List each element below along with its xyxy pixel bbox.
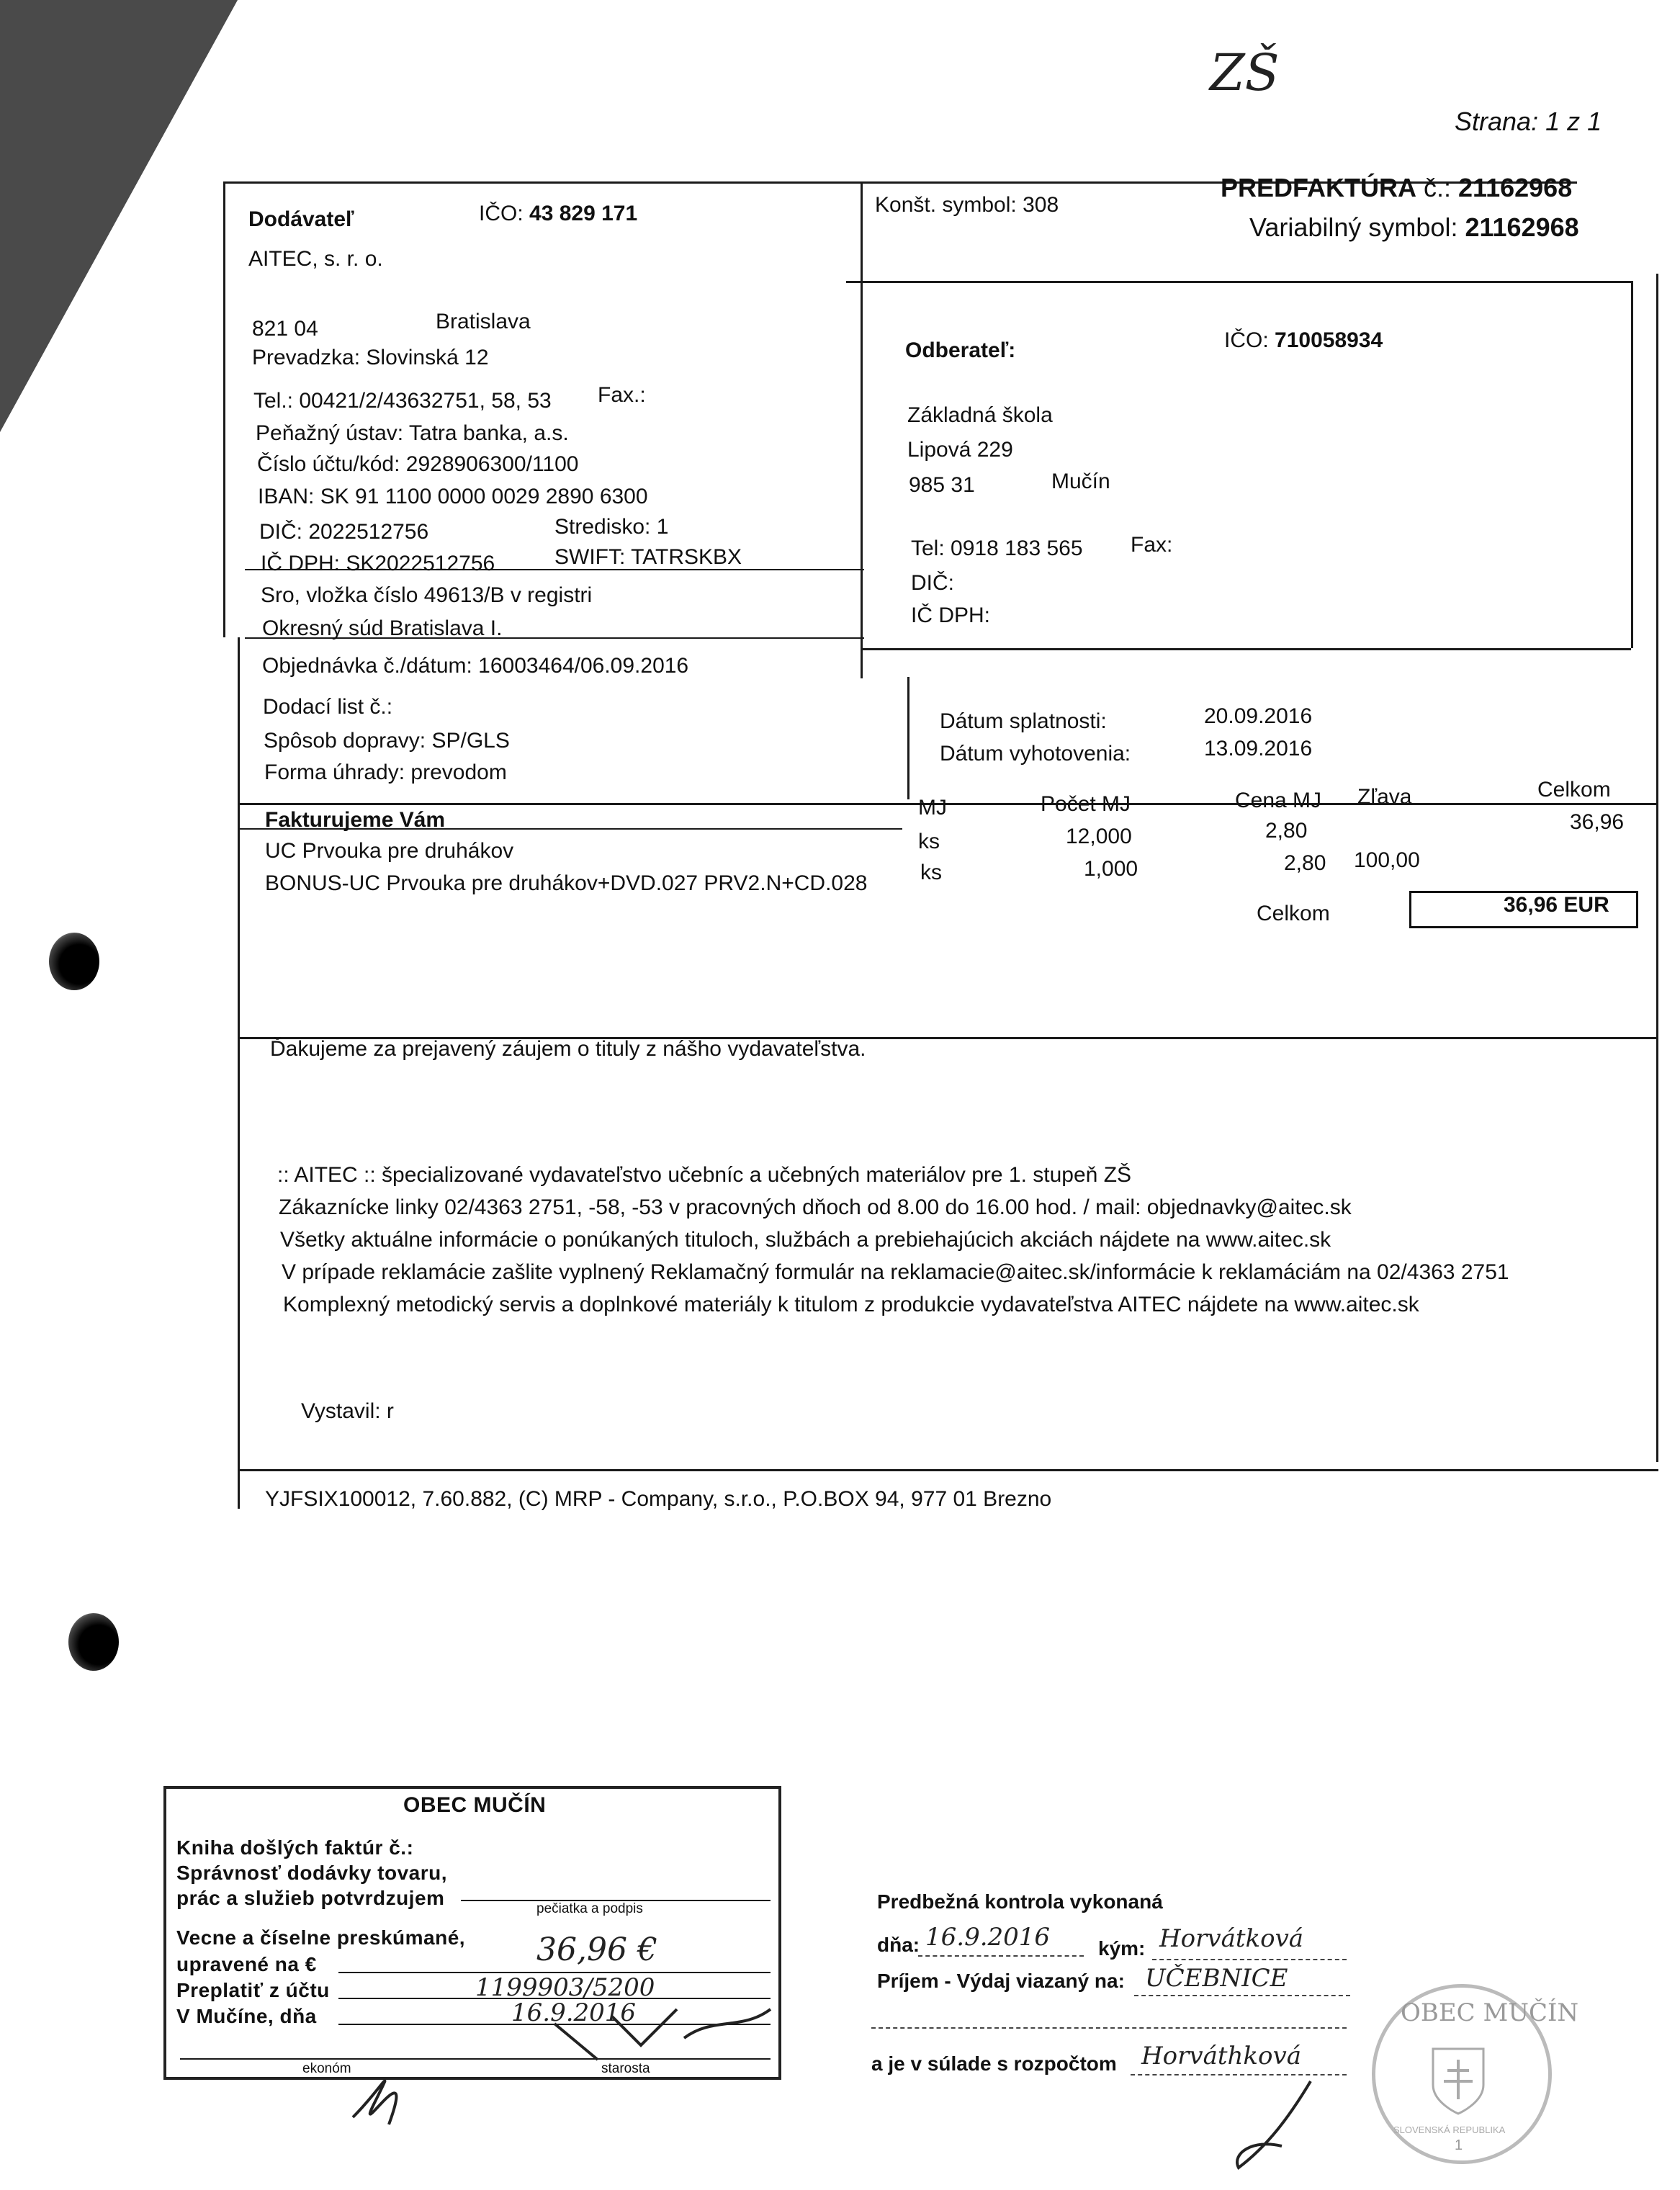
stamp-starosta: starosta <box>601 2061 650 2076</box>
seal-number: 1 <box>1455 2137 1463 2153</box>
customer-ico-value: 710058934 <box>1275 328 1383 352</box>
customer-fax: Fax: <box>1131 533 1173 557</box>
order-uhrada: Forma úhrady: prevodom <box>264 760 507 784</box>
supplier-swift: SWIFT: TATRSKBX <box>554 545 742 569</box>
order-objednavka: Objednávka č./dátum: 16003464/06.09.2016 <box>262 654 689 678</box>
control-signature-svg <box>1224 2074 1339 2182</box>
customer-street: Lipová 229 <box>907 438 1013 462</box>
control-viazany-line <box>1134 1995 1350 1996</box>
seal-text: OBEC MUČÍN <box>1401 1998 1579 2027</box>
supplier-account: Číslo účtu/kód: 2928906300/1100 <box>257 452 579 476</box>
due-date: 20.09.2016 <box>1204 704 1313 728</box>
seal-coat-of-arms-icon <box>1429 2045 1487 2117</box>
predfaktura-label: PREDFAKTÚRA <box>1221 173 1417 202</box>
supplier-zip: 821 04 <box>252 317 318 341</box>
stamp-line-5: upravené na € <box>176 1953 317 1975</box>
thanks-text: Ďakujeme za prejavený záujem o tituly z nášho vydavateľstva. <box>270 1037 866 1061</box>
control-prijem: Príjem - Výdaj viazaný na: <box>877 1970 1125 1992</box>
control-kym-line <box>1152 1959 1347 1960</box>
handwritten-zs: ZŠ <box>1210 43 1280 102</box>
punch-hole-bottom <box>68 1613 119 1671</box>
customer-zip: 985 31 <box>909 473 975 497</box>
supplier-ico <box>479 202 637 226</box>
customer-name: Základná škola <box>907 403 1053 427</box>
customer-box-right <box>1631 281 1633 648</box>
control-hw-kym: Horvátková <box>1159 1924 1304 1953</box>
variable-symbol <box>1249 212 1579 243</box>
total-value: 36,96 EUR <box>1504 893 1609 917</box>
col-cena: Cena MJ <box>1235 789 1322 812</box>
control-hw-rozpocet: Horváthková <box>1141 2042 1301 2070</box>
item-2-cena: 2,80 <box>1284 851 1326 875</box>
control-signature <box>1237 2081 1311 2168</box>
item-2-name: BONUS-UC Prvouka pre druhákov+DVD.027 PRV2.N+CD.028 <box>265 871 868 895</box>
page-number: Strana: 1 z 1 <box>1455 107 1602 136</box>
customer-box-top <box>846 281 1631 283</box>
control-kym: kým: <box>1098 1937 1146 1960</box>
dates-divider <box>907 677 909 799</box>
col-mj: MJ <box>918 796 947 820</box>
punch-hole-top <box>49 933 99 990</box>
stamp-line-7: V Mučíne, dňa <box>176 2005 317 2027</box>
supplier-iban: IBAN: SK 91 1100 0000 0029 2890 6300 <box>258 485 648 508</box>
item-2-zlava: 100,00 <box>1354 848 1420 872</box>
info-line-2: Zákaznícke linky 02/4363 2751, -58, -53 v pracovných dňoch od 8.00 do 16.00 hod. / mail: objednavky@aitec.sk <box>279 1195 1352 1219</box>
vs-number: 21162968 <box>1465 212 1579 242</box>
frame-right <box>1656 274 1658 1462</box>
supplier-ico-label: IČO: <box>479 202 524 225</box>
vs-label: Variabilný symbol: <box>1249 212 1465 242</box>
item-1-mj: ks <box>918 830 940 853</box>
stamp-ekonom: ekonóm <box>302 2061 351 2076</box>
predfaktura-number: 21162968 <box>1458 173 1573 202</box>
frame-left-lower <box>238 637 240 1509</box>
customer-icdph: IČ DPH: <box>911 603 991 627</box>
supplier-label: Dodávateľ <box>248 207 354 231</box>
supplier-reg2: Okresný súd Bratislava I. <box>262 616 503 640</box>
items-title: Fakturujeme Vám <box>265 808 446 832</box>
control-empty-line <box>871 2027 1347 2029</box>
control-dna: dňa: <box>877 1934 920 1956</box>
frame-left-upper <box>223 181 225 637</box>
item-2-mj: ks <box>920 861 942 884</box>
supplier-fax: Fax.: <box>598 383 646 407</box>
supplier-city: Bratislava <box>436 310 531 333</box>
vystavil: Vystavil: r <box>301 1399 394 1423</box>
hw-account: 1199903/5200 <box>475 1973 655 2002</box>
seal-subtext: SLOVENSKÁ REPUBLIKA <box>1393 2124 1506 2135</box>
supplier-reg1: Sro, vložka číslo 49613/B v registri <box>261 583 593 607</box>
supplier-icdph: IČ DPH: SK2022512756 <box>261 552 495 575</box>
customer-city: Mučín <box>1051 470 1110 493</box>
hw-amount: 36,96 € <box>536 1931 657 1968</box>
frame-bottom <box>238 1469 1658 1471</box>
info-line-1: :: AITEC :: špecializované vydavateľstvo učebníc a učebných materiálov pre 1. stupeň ZŠ <box>277 1163 1132 1187</box>
scan-corner-shadow <box>0 0 238 432</box>
stamp-line-4: Vecne a číselne preskúmané, <box>176 1926 466 1949</box>
supplier-prevadzka: Prevadzka: Slovinská 12 <box>252 346 489 369</box>
order-dodaci: Dodací list č.: <box>263 695 393 719</box>
supplier-tel: Tel.: 00421/2/43632751, 58, 53 <box>253 389 552 413</box>
control-sulade: a je v súlade s rozpočtom <box>871 2052 1117 2075</box>
total-label: Celkom <box>1257 902 1330 925</box>
issue-date-label: Dátum vyhotovenia: <box>940 742 1131 766</box>
items-top-line <box>240 803 1656 805</box>
ekonom-signature <box>353 2081 396 2124</box>
control-date-line <box>918 1955 1084 1957</box>
control-title: Predbežná kontrola vykonaná <box>877 1890 1163 1913</box>
predfaktura-title <box>1221 173 1572 203</box>
stamp-line-6: Preplatiť z účtu <box>176 1979 330 2001</box>
supplier-ico-value: 43 829 171 <box>529 202 638 225</box>
stamp-peciatka: pečiatka a podpis <box>536 1901 643 1916</box>
software-footer: YJFSIX100012, 7.60.882, (C) MRP - Company, s.r.o., P.O.BOX 94, 977 01 Brezno <box>265 1487 1052 1511</box>
item-1-pocet: 12,000 <box>1066 825 1132 848</box>
col-celkom: Celkom <box>1537 778 1611 802</box>
customer-label: Odberateľ: <box>905 338 1016 362</box>
frame-divider-supplier <box>861 181 863 678</box>
item-1-name: UC Prvouka pre druhákov <box>265 839 514 863</box>
info-line-3: Všetky aktuálne informácie o ponúkaných tituloch, službách a prebiehajúcich akciách nájdete na www.aitec.sk <box>280 1228 1331 1252</box>
item-1-cena: 2,80 <box>1265 819 1308 843</box>
due-date-label: Dátum splatnosti: <box>940 709 1107 733</box>
stamp-line-3: prác a služieb potvrdzujem <box>176 1887 445 1909</box>
info-line-4: V prípade reklamácie zašlite vyplnený Reklamačný formulár na reklamacie@aitec.sk/informácie k reklamáciám na 02/4363 2751 <box>282 1260 1509 1284</box>
col-zlava: Zľava <box>1357 785 1412 809</box>
stamp-title: OBEC MUČÍN <box>403 1793 547 1817</box>
predfaktura-c: č.: <box>1416 173 1459 202</box>
supplier-stredisko: Stredisko: 1 <box>554 515 669 539</box>
customer-tel: Tel: 0918 183 565 <box>911 537 1083 560</box>
order-doprava: Spôsob dopravy: SP/GLS <box>264 729 510 753</box>
starosta-signature <box>554 2009 771 2060</box>
info-line-5: Komplexný metodický servis a doplnkové materiály k titulom z produkcie vydavateľstva AITEC nájdete na www.aitec.sk <box>283 1293 1419 1316</box>
stamp-line-1: Kniha došlých faktúr č.: <box>176 1836 414 1859</box>
hw-date-stamp: 16.9.2016 <box>511 1998 637 2027</box>
item-2-pocet: 1,000 <box>1084 857 1138 881</box>
customer-ico <box>1224 328 1383 353</box>
signatures-svg <box>338 2002 785 2139</box>
supplier-bank: Peňažný ústav: Tatra banka, a.s. <box>256 421 569 445</box>
supplier-dic: DIČ: 2022512756 <box>259 520 429 544</box>
customer-ico-label: IČO: <box>1224 328 1269 352</box>
item-1-celkom: 36,96 <box>1570 810 1625 834</box>
supplier-name: AITEC, s. r. o. <box>248 247 383 271</box>
konst-symbol: Konšt. symbol: 308 <box>875 193 1059 217</box>
stamp-line-2: Správnosť dodávky tovaru, <box>176 1862 448 1884</box>
customer-box-bottom <box>861 648 1631 650</box>
control-hw-date: 16.9.2016 <box>925 1923 1051 1952</box>
control-hw-viazany: UČEBNICE <box>1145 1964 1288 1993</box>
col-pocet: Počet MJ <box>1041 792 1131 816</box>
customer-dic: DIČ: <box>911 571 954 595</box>
issue-date: 13.09.2016 <box>1204 737 1313 760</box>
